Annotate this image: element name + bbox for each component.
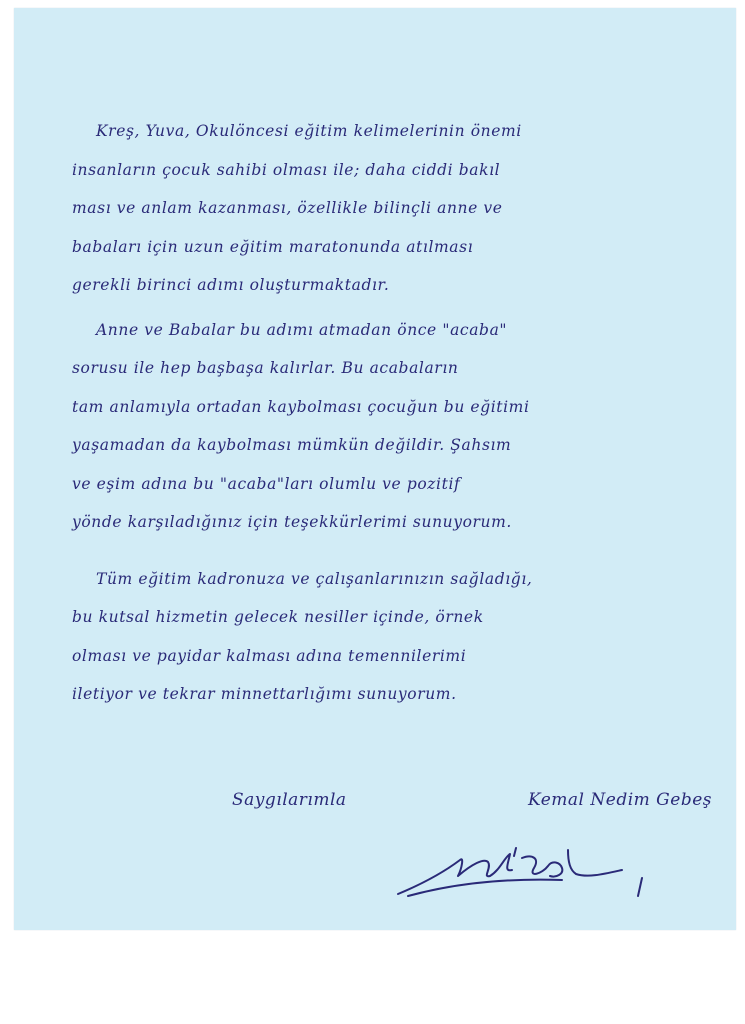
author-name: Kemal Nedim Gebeş bbox=[528, 790, 712, 810]
closing-salutation: Saygılarımla bbox=[232, 790, 347, 810]
paragraph-3 bbox=[72, 560, 732, 714]
letter-line: babaları için uzun eğitim maratonunda atılması bbox=[72, 237, 474, 256]
letter-body bbox=[72, 112, 732, 714]
letter-line: olması ve payidar kalması adına temennilerimi bbox=[72, 646, 467, 665]
handwritten-signature bbox=[392, 838, 652, 908]
letter-line: Anne ve Babalar bu adımı atmadan önce "acaba" bbox=[96, 320, 508, 339]
letter-line: ve eşim adına bu "acaba"ları olumlu ve pozitif bbox=[72, 474, 461, 493]
letter-line: insanların çocuk sahibi olması ile; daha ciddi bakıl bbox=[72, 160, 501, 179]
letter-line: iletiyor ve tekrar minnettarlığımı sunuyorum. bbox=[72, 685, 457, 703]
closing-line bbox=[232, 790, 712, 810]
letter-line: ması ve anlam kazanması, özellikle bilinçli anne ve bbox=[72, 199, 503, 217]
letter-line: bu kutsal hizmetin gelecek nesiller içinde, örnek bbox=[72, 608, 484, 626]
letter-line: yönde karşıladığınız için teşekkürlerimi sunuyorum. bbox=[72, 513, 512, 531]
letter-line: tam anlamıyla ortadan kaybolması çocuğun bu eğitimi bbox=[72, 397, 530, 416]
letter-line: gerekli birinci adımı oluşturmaktadır. bbox=[72, 276, 390, 294]
letter-line: sorusu ile hep başbaşa kalırlar. Bu acabaların bbox=[72, 359, 459, 377]
paragraph-2 bbox=[72, 311, 732, 542]
letter-line: Tüm eğitim kadronuza ve çalışanlarınızın sağladığı, bbox=[96, 569, 533, 588]
letter-line: yaşamadan da kaybolması mümkün değildir. Şahsım bbox=[72, 436, 512, 454]
paragraph-1 bbox=[72, 112, 732, 305]
letter-line: Kreş, Yuva, Okulöncesi eğitim kelimelerinin önemi bbox=[96, 122, 522, 140]
